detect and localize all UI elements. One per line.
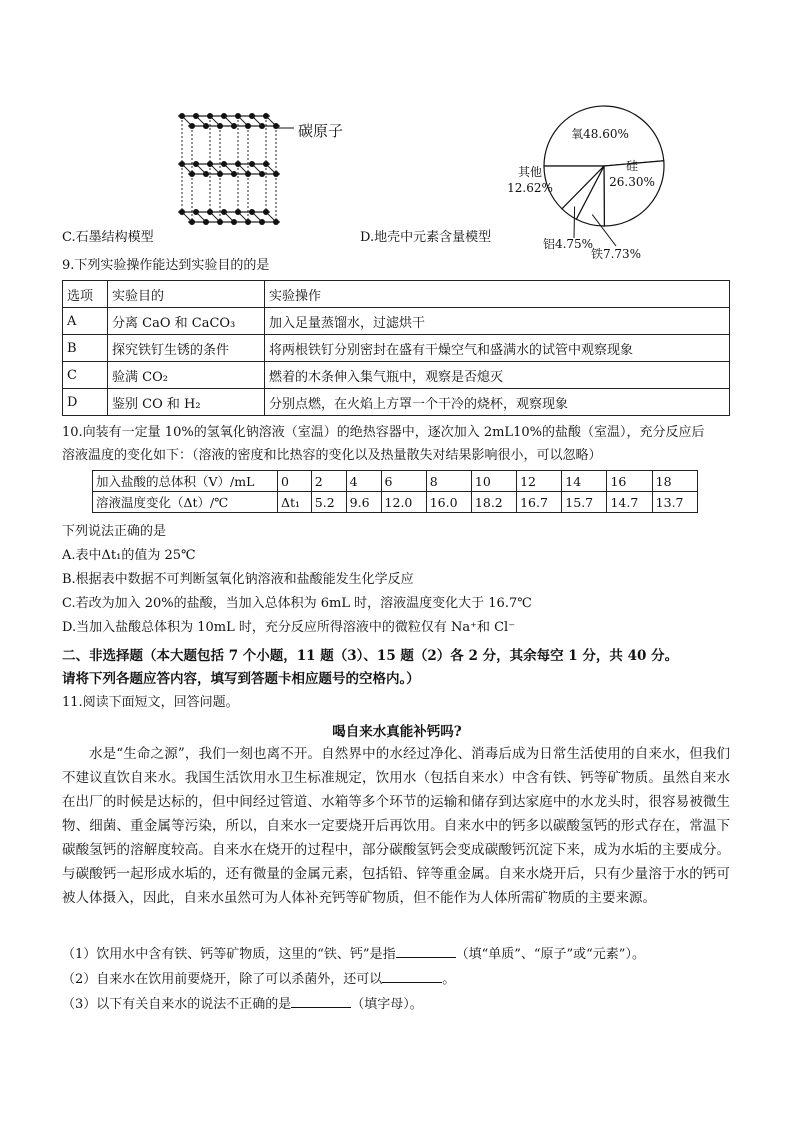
table-cell: 12	[517, 471, 562, 492]
crust-caption: D.地壳中元素含量模型	[360, 230, 492, 245]
carbon-atom	[245, 171, 251, 177]
table-cell: 2	[311, 471, 346, 492]
q10-stem-line1: 10.向装有一定量 10%的氢氧化钠溶液（室温）的绝热容器中，逐次加入 2mL10%的盐酸（室温），充分反应后	[62, 425, 705, 440]
graphite-caption: C.石墨结构模型	[62, 230, 154, 245]
table-cell: 5.2	[311, 492, 346, 513]
q11-stem: 11.阅读下面短文，回答问题。	[62, 695, 239, 710]
carbon-atom	[203, 171, 209, 177]
carbon-atom	[235, 113, 241, 119]
carbon-atom	[249, 113, 255, 119]
carbon-atom	[193, 209, 199, 215]
table-row	[63, 362, 730, 389]
table-cell: 6	[381, 471, 426, 492]
q11-sub3	[62, 995, 423, 1014]
carbon-atom	[179, 161, 185, 167]
table-row	[63, 389, 730, 416]
table-header-cell: 选项	[63, 281, 108, 308]
carbon-atom	[189, 219, 195, 225]
answer-blank[interactable]	[382, 970, 442, 983]
sub3-tail: （填字母）。	[351, 997, 423, 1012]
table-cell: D	[63, 389, 108, 416]
pie-label: 12.62%	[507, 181, 553, 195]
q10-option-d: D.当加入盐酸总体积为 10mL 时，充分反应所得溶液中的微粒仅有 Na⁺和 Cl⁻	[62, 620, 516, 635]
table-cell: 14.7	[607, 492, 652, 513]
table-cell: 10	[471, 471, 516, 492]
table-header-cell: 实验目的	[108, 281, 265, 308]
table-row-label: 加入盐酸的总体积（V）/mL	[93, 471, 278, 492]
q10-table	[92, 470, 698, 513]
table-cell: 15.7	[562, 492, 607, 513]
table-cell: 探究铁钉生锈的条件	[108, 335, 265, 362]
graphite-figure	[170, 108, 390, 232]
carbon-atom	[231, 219, 237, 225]
carbon-atom	[263, 209, 269, 215]
pie-chart-svg	[480, 104, 680, 261]
table-cell: C	[63, 362, 108, 389]
carbon-atom	[179, 113, 185, 119]
table-cell: 验满 CO₂	[108, 362, 265, 389]
table-cell: 13.7	[652, 492, 697, 513]
sub2-text: （2）自来水在饮用前要烧开，除了可以杀菌外，还可以	[62, 972, 383, 987]
carbon-atom	[217, 219, 223, 225]
table-cell: 16.0	[426, 492, 471, 513]
carbon-atom	[263, 113, 269, 119]
q10-ask: 下列说法正确的是	[62, 524, 167, 539]
q10-option-c: C.若改为加入 20%的盐酸，当加入总体积为 6mL 时，溶液温度变化大于 16.7℃	[62, 596, 532, 611]
table-cell: 14	[562, 471, 607, 492]
carbon-atom	[273, 219, 279, 225]
table-cell: 8	[426, 471, 471, 492]
table-cell: A	[63, 308, 108, 335]
table-header-cell: 实验操作	[265, 281, 730, 308]
pie-label: 铁7.73%	[590, 247, 642, 261]
table-cell: 分离 CaO 和 CaCO₃	[108, 308, 265, 335]
table-cell: 12.0	[381, 492, 426, 513]
table-cell: 16	[607, 471, 652, 492]
carbon-atom	[231, 123, 237, 129]
table-cell: Δt₁	[278, 492, 312, 513]
carbon-atom	[249, 209, 255, 215]
carbon-atom	[259, 123, 265, 129]
crust-pie-chart	[480, 104, 680, 261]
graphite-atom-label: 碳原子	[298, 122, 344, 140]
section-heading-line1: 二、非选择题（本大题包括 7 个小题，11 题（3）、15 题（2）各 2 分，其余每空 1 分，共 40 分。	[62, 648, 679, 664]
section-heading-line2: 请将下列各题应答内容，填写到答题卡相应题号的空格内。）	[62, 671, 420, 687]
carbon-atom	[179, 209, 185, 215]
table-row	[93, 492, 698, 513]
carbon-atom	[203, 219, 209, 225]
carbon-atom	[217, 123, 223, 129]
passage-text: 水是“生命之源”，我们一刻也离不开。自然界中的水经过净化、消毒后成为日常生活使用的自来水，但我们不建议直饮自来水。我国生活饮用水卫生标准规定，饮用水（包括自来水）中含有铁、钙等矿物质。虽然自来水在出厂的时候是达标的，但中间经过管道、水箱等多个环节的运输和储存到达家庭中的水龙头时，很容易被微生物、细菌、重金属等污染，所以，自来水一定要烧开后再饮用。自来水中的钙多以碳酸氢钙的形式存在，常温下碳酸氢钙的溶解度较高。自来水在烧开的过程中，部分碳酸氢钙会变成碳酸钙沉淀下来，成为水垢的主要成分。与碳酸钙一起形成水垢的，还有微量的金属元素，包括铅、锌等重金属。自来水烧开后，只有少量溶于水的钙可被人体摄入，因此，自来水虽然可为人体补充钙等矿物质，但不能作为人体所需矿物质的主要来源。	[62, 746, 730, 906]
pie-label: 其他	[517, 165, 543, 179]
carbon-atom	[273, 171, 279, 177]
carbon-atom	[245, 219, 251, 225]
carbon-atom	[193, 161, 199, 167]
q11-passage-title: 喝自来水真能补钙吗?	[332, 724, 462, 740]
carbon-atom	[231, 171, 237, 177]
q11-passage	[62, 742, 730, 910]
pie-label: 26.30%	[609, 175, 655, 189]
carbon-atom	[221, 113, 227, 119]
table-cell: 鉴别 CO 和 H₂	[108, 389, 265, 416]
q11-sub1	[62, 945, 645, 964]
answer-blank[interactable]	[396, 945, 456, 958]
sub2-tail: 。	[442, 972, 456, 987]
table-cell: 加入足量蒸馏水，过滤烘干	[265, 308, 730, 335]
pie-label: 硅	[625, 159, 639, 173]
carbon-atom	[249, 161, 255, 167]
carbon-atom	[235, 209, 241, 215]
table-row	[63, 335, 730, 362]
carbon-atom	[207, 113, 213, 119]
carbon-atom	[221, 161, 227, 167]
q11-sub2	[62, 970, 455, 989]
sub1-tail: （填“单质”、“原子”或“元素”）。	[455, 947, 645, 962]
table-header-row	[63, 281, 730, 308]
carbon-atom	[189, 171, 195, 177]
carbon-atom	[193, 113, 199, 119]
sub3-text: （3）以下有关自来水的说法不正确的是	[62, 997, 292, 1012]
table-cell: B	[63, 335, 108, 362]
q9-table	[62, 280, 730, 416]
carbon-atom	[207, 161, 213, 167]
q9-stem: 9.下列实验操作能达到实验目的的是	[62, 258, 270, 273]
carbon-atom	[203, 123, 209, 129]
answer-blank[interactable]	[291, 995, 351, 1008]
table-row	[63, 308, 730, 335]
carbon-atom	[245, 123, 251, 129]
table-row	[93, 471, 698, 492]
carbon-atom	[259, 171, 265, 177]
carbon-atom	[189, 123, 195, 129]
table-cell: 9.6	[346, 492, 381, 513]
graphite-structure-diagram	[170, 108, 390, 232]
table-cell: 18	[652, 471, 697, 492]
sub1-text: （1）饮用水中含有铁、钙等矿物质，这里的“铁、钙”是指	[62, 947, 396, 962]
table-cell: 16.7	[517, 492, 562, 513]
carbon-atom	[207, 209, 213, 215]
table-row-label: 溶液温度变化（Δt）/℃	[93, 492, 278, 513]
table-cell: 分别点燃，在火焰上方罩一个干冷的烧杯，观察现象	[265, 389, 730, 416]
carbon-atom	[217, 171, 223, 177]
table-cell: 燃着的木条伸入集气瓶中，观察是否熄灭	[265, 362, 730, 389]
leader-line	[574, 206, 575, 238]
carbon-atom	[235, 161, 241, 167]
pie-label: 铝4.75%	[542, 237, 594, 251]
pie-label: 氧48.60%	[571, 127, 629, 141]
q10-option-a: A.表中Δt₁的值为 25℃	[62, 548, 196, 563]
table-cell: 4	[346, 471, 381, 492]
table-cell: 0	[278, 471, 312, 492]
table-cell: 将两根铁钉分别密封在盛有干燥空气和盛满水的试管中观察现象	[265, 335, 730, 362]
q10-option-b: B.根据表中数据不可判断氢氧化钠溶液和盐酸能发生化学反应	[62, 572, 414, 587]
carbon-atom	[263, 161, 269, 167]
q10-stem-line2: 溶液温度的变化如下：（溶液的密度和比热容的变化以及热量散失对结果影响很小，可以忽略）	[62, 448, 602, 463]
carbon-atom	[259, 219, 265, 225]
table-cell: 18.2	[471, 492, 516, 513]
carbon-atom	[221, 209, 227, 215]
